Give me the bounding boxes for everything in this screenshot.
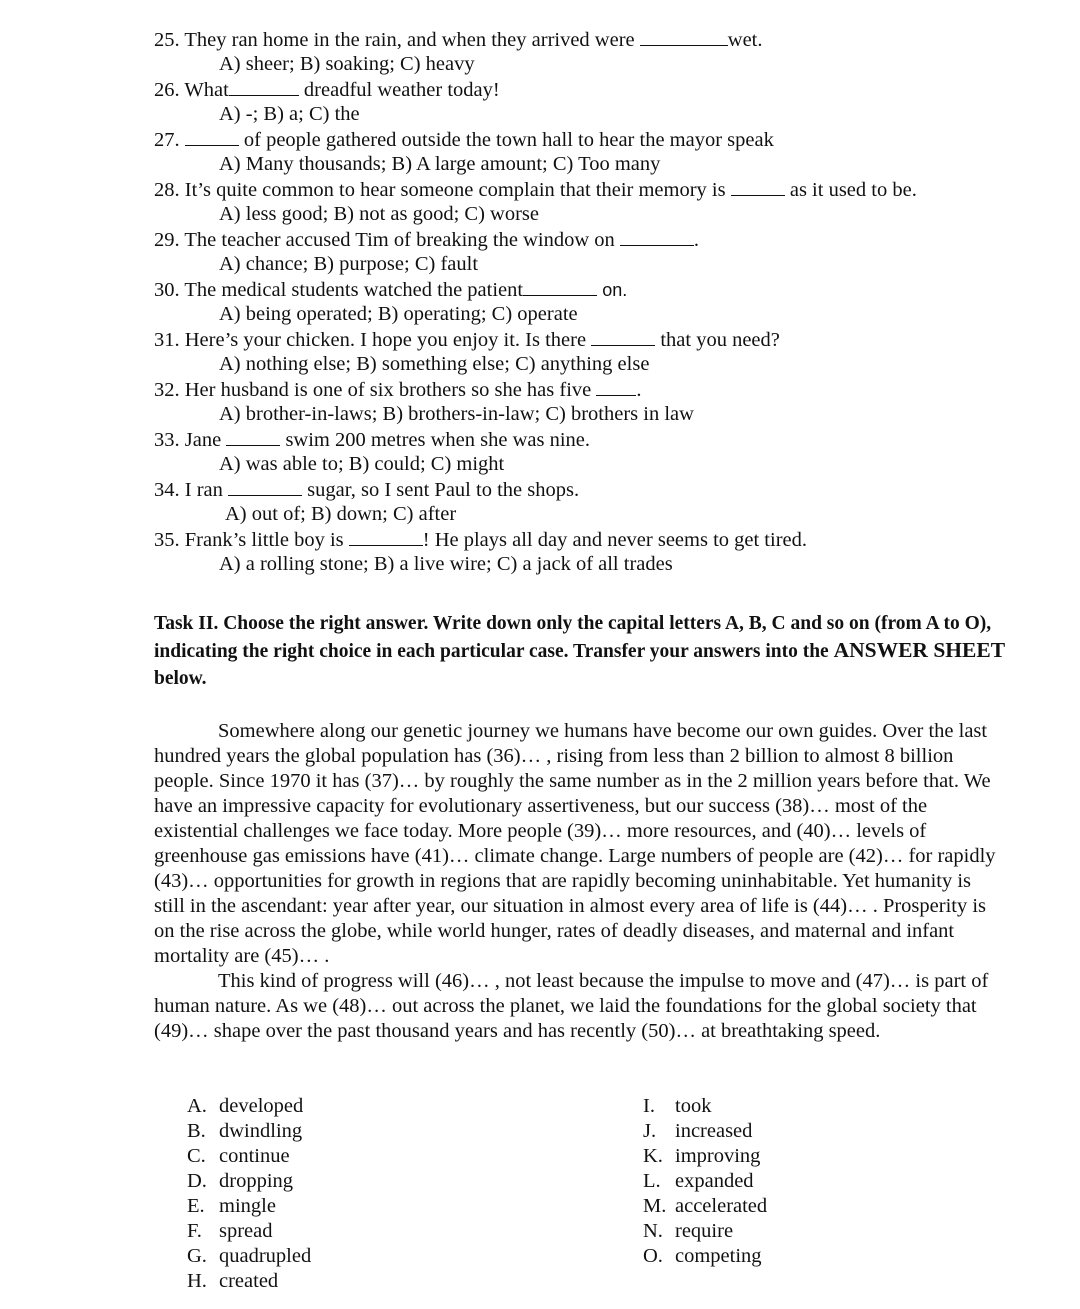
- option-letter: B.: [187, 1120, 206, 1142]
- question-text: Frank’s little boy is: [184, 529, 344, 551]
- option-word: developed: [219, 1095, 304, 1117]
- instruction-text: Task II. Choose the right answer. Write down only the capital letters A, B, C and so on (from A to O), indicating the right choice in each particular case. Transfer your answers into the: [154, 613, 992, 662]
- question-number: 34.: [154, 479, 180, 501]
- question-text-after: dreadful weather today!: [303, 79, 500, 101]
- question-number: 25.: [154, 29, 180, 51]
- question-text-after: sugar, so I sent Paul to the shops.: [307, 479, 580, 501]
- option-word: mingle: [219, 1195, 276, 1217]
- answer-blank[interactable]: [596, 377, 636, 396]
- question-text-after: ! He plays all day and never seems to get tired.: [422, 529, 807, 551]
- answer-blank[interactable]: [229, 77, 299, 96]
- question-text: I ran: [184, 479, 223, 501]
- options-28: A) less good; B) not as good; C) worse: [219, 203, 540, 225]
- question-text: It’s quite common to hear someone complain that their memory is: [184, 179, 726, 201]
- question-30: [154, 277, 627, 303]
- question-34: [154, 477, 579, 503]
- word-option: [187, 1094, 303, 1119]
- question-number: 28.: [154, 179, 180, 201]
- word-option: [643, 1194, 767, 1219]
- options-25: A) sheer; B) soaking; C) heavy: [219, 53, 475, 75]
- option-word: accelerated: [675, 1195, 768, 1217]
- question-26: [154, 77, 500, 103]
- question-text-after: as it used to be.: [789, 179, 917, 201]
- word-option: [643, 1094, 711, 1119]
- option-letter: J.: [643, 1120, 657, 1142]
- instruction-end: below.: [154, 668, 207, 689]
- question-text: The teacher accused Tim of breaking the window on: [184, 229, 615, 251]
- option-word: continue: [219, 1145, 290, 1167]
- question-text-after: wet.: [727, 29, 763, 51]
- word-option: [643, 1219, 733, 1244]
- question-number: 26.: [154, 79, 180, 101]
- question-text-after: of people gathered outside the town hall to hear the mayor speak: [243, 129, 774, 151]
- question-28: [154, 177, 917, 203]
- options-35: A) a rolling stone; B) a live wire; C) a jack of all trades: [219, 553, 673, 575]
- answer-blank[interactable]: [185, 127, 239, 146]
- options-31: A) nothing else; B) something else; C) anything else: [219, 353, 650, 375]
- options-29: A) chance; B) purpose; C) fault: [219, 253, 479, 275]
- word-option: [643, 1169, 754, 1194]
- option-word: increased: [675, 1120, 753, 1142]
- option-word: competing: [675, 1245, 762, 1267]
- option-word: dwindling: [219, 1120, 303, 1142]
- question-text: They ran home in the rain, and when they arrived were: [184, 29, 635, 51]
- options-27: A) Many thousands; B) A large amount; C) Too many: [219, 153, 661, 175]
- option-letter: M.: [643, 1195, 667, 1217]
- word-option: [187, 1244, 311, 1269]
- word-option: [187, 1119, 302, 1144]
- options-33: A) was able to; B) could; C) might: [219, 453, 505, 475]
- question-number: 30.: [154, 279, 180, 301]
- question-27: [154, 127, 774, 153]
- option-letter: I.: [643, 1095, 655, 1117]
- question-text: Her husband is one of six brothers so she has five: [184, 379, 592, 401]
- option-word: took: [675, 1095, 712, 1117]
- option-word: expanded: [675, 1170, 754, 1192]
- option-word: quadrupled: [219, 1245, 312, 1267]
- option-letter: A.: [187, 1095, 207, 1117]
- question-number: 29.: [154, 229, 180, 251]
- option-word: created: [219, 1270, 279, 1292]
- question-text: Here’s your chicken. I hope you enjoy it. Is there: [184, 329, 587, 351]
- option-letter: G.: [187, 1245, 207, 1267]
- question-text: The medical students watched the patient: [184, 279, 524, 301]
- question-number: 33.: [154, 429, 180, 451]
- option-word: dropping: [219, 1170, 294, 1192]
- word-option: [187, 1194, 276, 1219]
- option-letter: F.: [187, 1220, 202, 1242]
- option-letter: O.: [643, 1245, 663, 1267]
- passage-paragraph-1: Somewhere along our genetic journey we humans have become our own guides. Over the last hundred years the global population has (36)… , rising from less than 2 billion to almost 8 billion people. Since 1970 it has (37)… by roughly the same number as in the 2 million years before that. We have an impressive capacity for evolutionary assertiveness, but our success (38)… most of the existential challenges we face today. More people (39)… more resources, and (40)… levels of greenhouse gas emissions have (41)… climate change. Large numbers of people are (42)… for rapidly (43)… opportunities for growth in regions that are rapidly becoming uninhabitable. Yet humanity is still in the ascendant: year after year, our situation in almost every area of life is (44)… . Prosperity is on the rise across the globe, while world hunger, rates of deadly diseases, and maternal and infant mortality are (45)… .: [154, 720, 996, 967]
- option-letter: D.: [187, 1170, 207, 1192]
- question-text-after: .: [693, 229, 700, 251]
- question-text-after: on.: [602, 280, 628, 300]
- answer-blank[interactable]: [349, 527, 423, 546]
- question-31: [154, 327, 780, 353]
- options-32: A) brother-in-laws; B) brothers-in-law; C) brothers in law: [219, 403, 694, 425]
- question-text: What: [184, 79, 229, 101]
- option-letter: C.: [187, 1145, 206, 1167]
- answer-blank[interactable]: [523, 277, 597, 296]
- options-30: A) being operated; B) operating; C) operate: [219, 303, 578, 325]
- option-letter: N.: [643, 1220, 663, 1242]
- word-option: [643, 1119, 752, 1144]
- answer-blank[interactable]: [640, 27, 728, 46]
- word-option: [187, 1144, 290, 1169]
- question-32: [154, 377, 642, 403]
- options-26: A) -; B) a; C) the: [219, 103, 360, 125]
- word-option: [187, 1169, 293, 1194]
- option-letter: H.: [187, 1270, 207, 1292]
- word-option: [643, 1144, 760, 1169]
- question-number: 27.: [154, 129, 180, 151]
- answer-blank[interactable]: [591, 327, 655, 346]
- passage-paragraph-2: This kind of progress will (46)… , not least because the impulse to move and (47)… is part of human nature. As we (48)… out across the planet, we laid the foundations for the global society that (49)… shape over the past thousand years and has recently (50)… at breathtaking speed.: [154, 970, 989, 1042]
- question-text-after: .: [636, 379, 642, 401]
- option-word: spread: [219, 1220, 273, 1242]
- question-35: [154, 527, 807, 553]
- options-34: A) out of; B) down; C) after: [225, 503, 457, 525]
- task-instruction: [154, 610, 1014, 692]
- answer-blank[interactable]: [226, 427, 280, 446]
- question-25: [154, 27, 763, 53]
- answer-blank[interactable]: [620, 227, 694, 246]
- option-letter: L.: [643, 1170, 661, 1192]
- question-number: 35.: [154, 529, 180, 551]
- option-word: require: [675, 1220, 734, 1242]
- question-text-after: that you need?: [660, 329, 780, 351]
- question-number: 32.: [154, 379, 180, 401]
- word-option: [187, 1269, 278, 1294]
- question-text: Jane: [184, 429, 222, 451]
- answer-sheet-label: ANSWER SHEET: [833, 638, 1006, 662]
- option-letter: E.: [187, 1195, 205, 1217]
- word-option: [643, 1244, 762, 1269]
- answer-blank[interactable]: [228, 477, 302, 496]
- word-option: [187, 1219, 273, 1244]
- option-letter: K.: [643, 1145, 663, 1167]
- question-29: [154, 227, 699, 253]
- question-number: 31.: [154, 329, 180, 351]
- question-33: [154, 427, 590, 453]
- question-text-after: swim 200 metres when she was nine.: [285, 429, 591, 451]
- answer-blank[interactable]: [731, 177, 785, 196]
- option-word: improving: [675, 1145, 761, 1167]
